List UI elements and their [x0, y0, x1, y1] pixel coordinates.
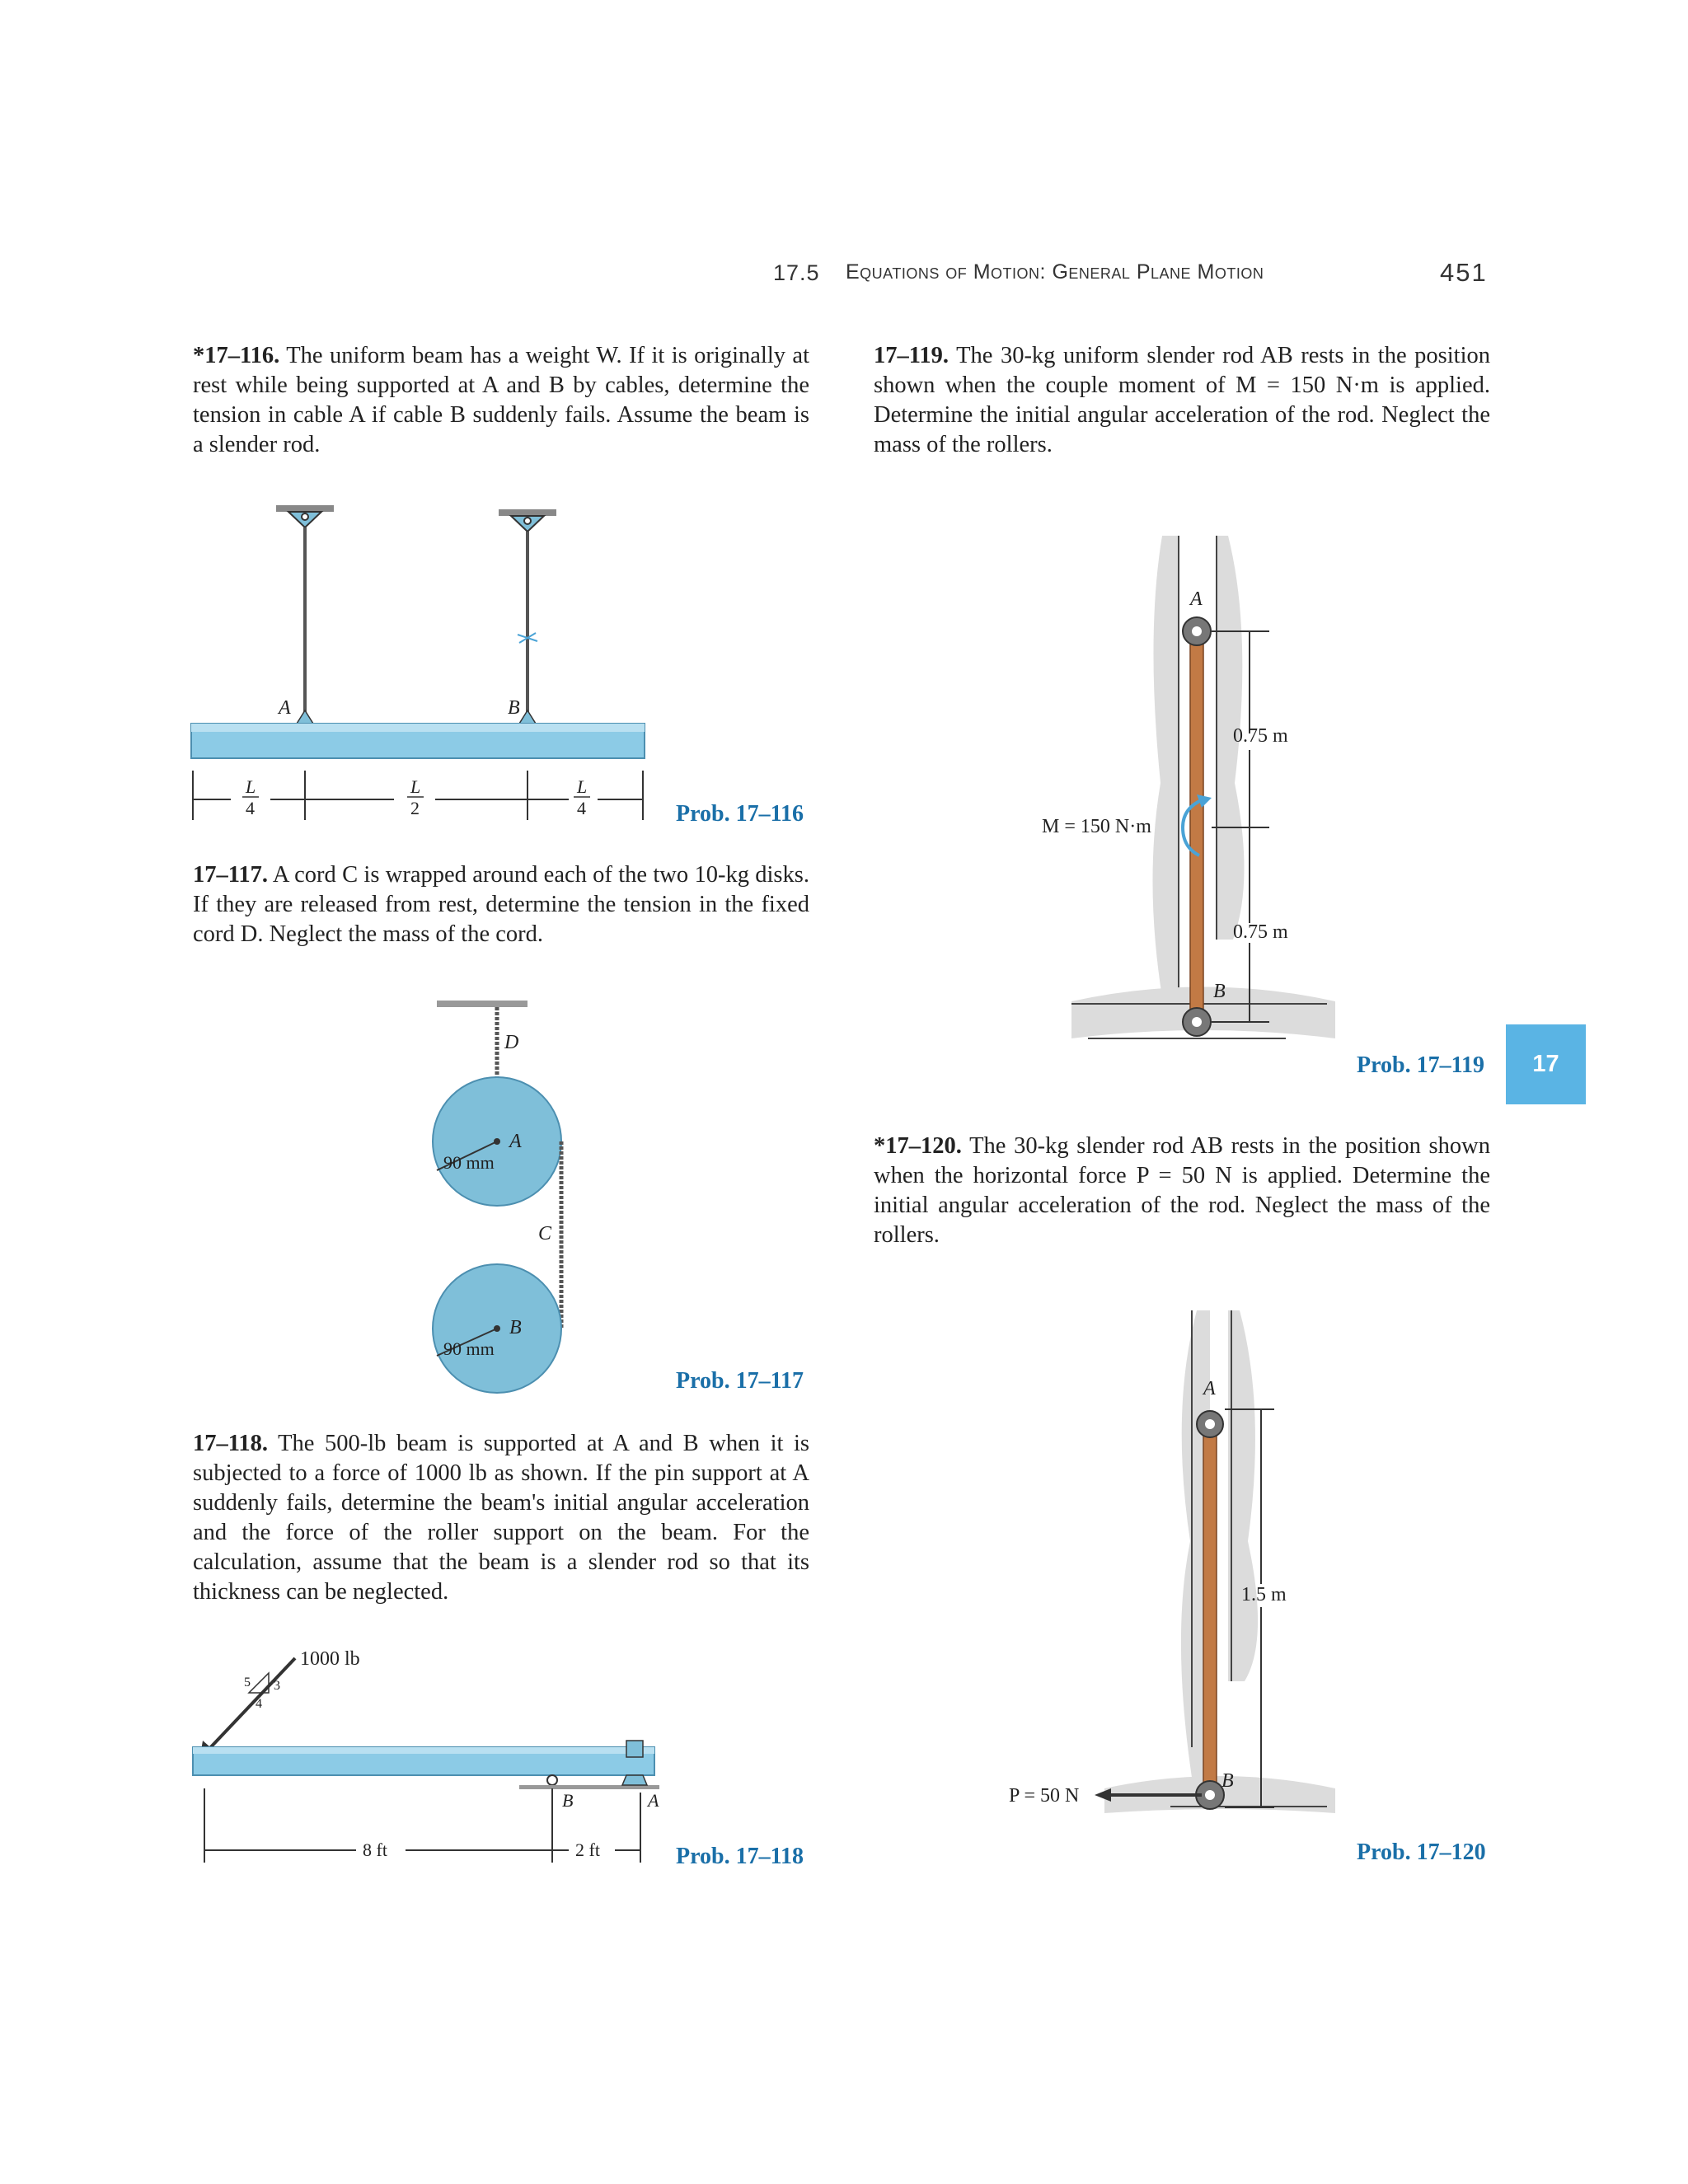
dim-2ft: 2 ft: [575, 1840, 600, 1860]
rod-ab: [1203, 1426, 1217, 1785]
force-arrow: [206, 1658, 295, 1752]
label-b: B: [508, 697, 520, 719]
label-b: B: [1221, 1770, 1234, 1792]
ceiling-support-a: [276, 505, 334, 527]
roller-b: [547, 1775, 557, 1785]
force-label: P = 50 N: [1009, 1785, 1080, 1807]
label-a: A: [1203, 1378, 1216, 1399]
slope-3: 3: [274, 1679, 280, 1693]
svg-text:L: L: [410, 776, 421, 797]
problem-text: The 30-kg uniform slender rod AB rests in the position shown when the couple moment of M = 150 N·m is applied. Determine the initial angular acceleration of the rod. Neglect the mass of the rollers.: [874, 343, 1490, 457]
label-c: C: [538, 1223, 552, 1244]
slope-4: 4: [256, 1697, 262, 1711]
force-label: 1000 lb: [300, 1648, 360, 1670]
dim-half: [407, 776, 424, 818]
problem-text: The 500-lb beam is supported at A and B when it is subjected to a force of 1000 lb as shown. If the pin support at A suddenly fails, determine the beam's initial angular acceleration and the force of the roller support on the beam. For the calculation, assume that the beam is a slender rod so that its thickness can be neglected.: [193, 1431, 809, 1605]
pin-a: [622, 1775, 647, 1785]
ceiling-support-b: [499, 509, 556, 532]
problem-17-116: [193, 341, 809, 460]
dim-8ft: 8 ft: [363, 1840, 387, 1860]
dim-upper: 0.75 m: [1233, 725, 1288, 747]
problem-17-119: [874, 341, 1490, 460]
dim-quarter-left: [242, 776, 259, 818]
problem-number: 17–117.: [193, 862, 269, 888]
moment-label: M = 150 N·m: [1042, 816, 1151, 837]
prob-label-120: Prob. 17–120: [1357, 1840, 1486, 1865]
prob-label-118: Prob. 17–118: [676, 1844, 804, 1869]
problem-text: A cord C is wrapped around each of the two 10-kg disks. If they are released from rest, determine the tension in the fixed cord D. Neglect the mass of the cord.: [193, 862, 809, 947]
problem-17-118: [193, 1429, 809, 1607]
problem-text: The 30-kg slender rod AB rests in the position shown when the horizontal force P = 50 N is applied. Determine the initial angular acceleration of the rod. Neglect the mass of the rollers.: [874, 1133, 1490, 1248]
rod-ab: [1190, 633, 1203, 1020]
problem-17-120: [874, 1132, 1490, 1250]
prob-label-117: Prob. 17–117: [676, 1368, 804, 1394]
ceiling: [437, 1001, 528, 1007]
figure-17-118: [181, 1640, 676, 1879]
section-number: 17.5: [773, 260, 820, 285]
figure-17-120: [1006, 1294, 1335, 1821]
radius-b: 90 mm: [443, 1338, 495, 1359]
problem-17-117: [193, 860, 809, 949]
problem-number: 17–119.: [874, 343, 950, 368]
label-b: B: [1213, 981, 1226, 1002]
wall: [1152, 536, 1179, 997]
prob-label-119: Prob. 17–119: [1357, 1052, 1485, 1078]
label-a: A: [509, 1131, 522, 1152]
problem-text: The uniform beam has a weight W. If it is originally at rest while being supported at A and B by cables, determine the tension in cable A if cable B suddenly fails. Assume the beam is a slender rod.: [193, 343, 809, 457]
label-a: A: [279, 697, 291, 719]
label-d: D: [504, 1032, 519, 1053]
problem-number: 17–118.: [193, 1431, 269, 1456]
dim-quarter-right: [574, 776, 590, 818]
svg-text:4: 4: [246, 798, 255, 818]
dim-lower: 0.75 m: [1233, 921, 1288, 943]
label-b: B: [562, 1790, 574, 1811]
svg-text:L: L: [246, 776, 256, 797]
svg-text:4: 4: [577, 798, 586, 818]
radius-a: 90 mm: [443, 1152, 495, 1173]
svg-text:2: 2: [410, 798, 420, 818]
dim-length: 1.5 m: [1241, 1584, 1287, 1605]
chapter-tab: 17: [1506, 1024, 1586, 1104]
figure-17-116: [181, 494, 659, 832]
svg-text:L: L: [577, 776, 588, 797]
problem-number: *17–120.: [874, 1133, 962, 1159]
prob-label-116: Prob. 17–116: [676, 801, 804, 827]
figure-17-117: [412, 989, 610, 1401]
figure-17-119: [1039, 511, 1352, 1055]
label-b: B: [509, 1317, 522, 1338]
page-number: 451: [1440, 258, 1488, 287]
label-a: A: [648, 1790, 659, 1811]
label-a: A: [1190, 588, 1203, 610]
slope-5: 5: [244, 1675, 251, 1690]
section-title: Equations of Motion: General Plane Motion: [846, 260, 1264, 284]
problem-number: *17–116.: [193, 343, 280, 368]
